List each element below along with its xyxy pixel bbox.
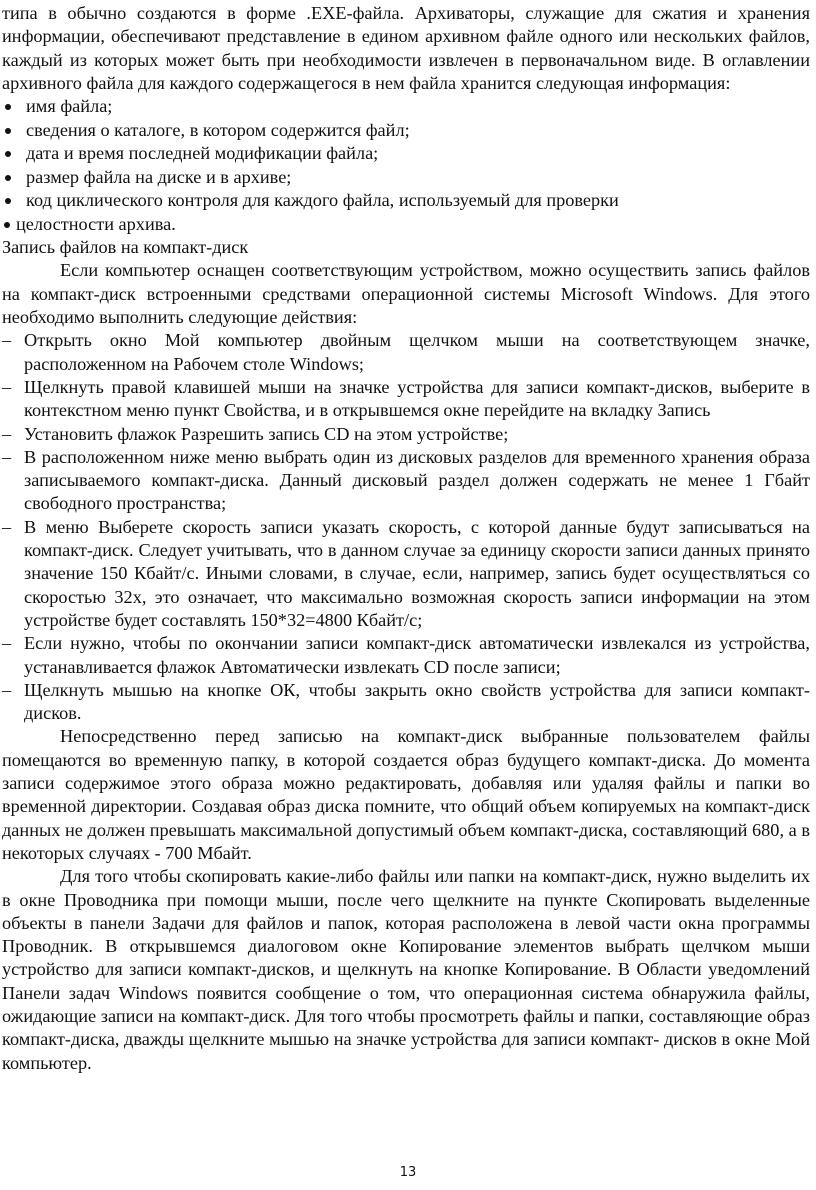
step-text: Открыть окно Мой компьютер двойным щелчком мыши на соответствующем значке, расположенном на Рабочем столе Windows; — [24, 330, 810, 374]
dash-marker: – — [2, 446, 12, 467]
list-item-text: имя файла; — [26, 96, 113, 117]
step-item — [2, 423, 810, 446]
list-item — [2, 213, 810, 237]
list-item — [2, 189, 810, 213]
dash-marker: – — [2, 423, 12, 444]
list-item-text: код циклического контроля для каждого файла, используемый для проверки — [26, 190, 619, 211]
list-item — [2, 95, 810, 119]
step-text: Щелкнуть мышью на кнопке ОК, чтобы закрыть окно свойств устройства для записи компакт-дисков. — [24, 679, 810, 724]
list-item-text: размер файла на диске и в архиве; — [26, 166, 292, 187]
list-item-text: целостности архива. — [16, 213, 176, 234]
bullet-dot-icon — [5, 104, 11, 110]
dash-marker: – — [2, 633, 12, 654]
dash-marker: – — [2, 376, 12, 397]
step-item — [2, 632, 810, 679]
list-item — [2, 142, 810, 166]
bullet-dot-icon — [4, 222, 10, 228]
list-item-text: сведения о каталоге, в котором содержится файл; — [26, 119, 410, 140]
step-item — [2, 329, 810, 376]
bullet-dot-icon — [5, 175, 11, 181]
step-text: В меню Выберете скорость записи указать скорость, с которой данные будут записываться на компакт-диск. Следует учитывать, что в данном случае за единицу скорости записи данных принято значение 150 Кбайт/с. Иными словами, в случае, если, например, запись будет осуществляться со скоростью 32x, это означает, что максимально возможная скорость записи информации на этом устройстве будет составлять 150*32=4800 Кбайт/с; — [24, 516, 810, 630]
list-item-text: дата и время последней модификации файла; — [26, 143, 379, 164]
step-item — [2, 446, 810, 516]
dash-marker: – — [2, 516, 12, 537]
paragraph-before-recording: Непосредственно перед записью на компакт-диск выбранные пользователем файлы помещаются во временную папку, в которой создается образ будущего компакт-диска. До момента записи содержимое этого образа можно редактировать, добавляя или удаляя файлы и папки во временной директории. Создавая образ диска помните, что общий объем копируемых на компакт-диск данных не должен превышать максимальной допустимый объем компакт-диска, составляющий 680, а в некоторых случаях - 700 Мбайт. — [2, 726, 810, 863]
step-item — [2, 516, 810, 632]
list-item — [2, 119, 810, 143]
step-item — [2, 679, 810, 726]
section-intro-paragraph: Если компьютер оснащен соответствующим устройством, можно осуществить запись файлов на компакт-диск встроенными средствами операционной системы Microsoft Windows. Для этого необходимо выполнить следующие действия: — [2, 260, 810, 328]
step-text: Щелкнуть правой клавишей мыши на значке устройства для записи компакт-дисков, выберите в контекстном меню пункт Свойства, и в открывшемся окне перейдите на вкладку Запись — [24, 376, 810, 421]
steps-list — [2, 329, 810, 725]
list-item — [2, 166, 810, 190]
step-text: Установить флажок Разрешить запись CD на этом устройстве; — [24, 423, 509, 444]
bullet-dot-icon — [5, 128, 11, 134]
dash-marker: – — [2, 330, 12, 351]
step-item — [2, 376, 810, 423]
page-number: 13 — [399, 1165, 417, 1180]
step-text: В расположенном ниже меню выбрать один из дисковых разделов для временного хранения образа записываемого компакт-диска. Данный дисковый раздел должен содержать не менее 1 Гбайт свободного пространства; — [24, 446, 810, 514]
archive-info-list — [2, 95, 810, 236]
step-text: Если нужно, чтобы по окончании записи компакт-диск автоматически извлекался из устройства, устанавливается флажок Автоматически извлекать CD после записи; — [24, 633, 810, 677]
paragraph-copy-files: Для того чтобы скопировать какие-либо файлы или папки на компакт-диск, нужно выделить их в окне Проводника при помощи мыши, после чего щелкните на пункте Скопировать выделенные объекты в панели Задачи для файлов и папок, которая расположена в левой части окна программы Проводник. В открывшемся диалоговом окне Копирование элементов выбрать щелчком мыши устройство для записи компакт-дисков, и щелкнуть на кнопке Копирование. В Области уведомлений Панели задач Windows появится сообщение о том, что операционная система обнаружила файлы, ожидающие записи на компакт-диск. Для того чтобы просмотреть файлы и папки, составляющие образ компакт-диска, дважды щелкните мышью на значке устройства для записи компакт- дисков в окне Мой компьютер. — [2, 866, 810, 1073]
bullet-dot-icon — [5, 198, 11, 204]
dash-marker: – — [2, 679, 12, 700]
bullet-dot-icon — [5, 151, 11, 157]
intro-paragraph: типа в обычно создаются в форме .EXE-файла. Архиваторы, служащие для сжатия и хранения информации, обеспечивают представление в едином архивном файле одного или нескольких файлов, каждый из которых может быть при необходимости извлечен в первоначальном виде. В оглавлении архивного файла для каждого содержащегося в нем файла хранится следующая информация: — [2, 3, 810, 93]
section-heading: Запись файлов на компакт-диск — [2, 237, 249, 258]
